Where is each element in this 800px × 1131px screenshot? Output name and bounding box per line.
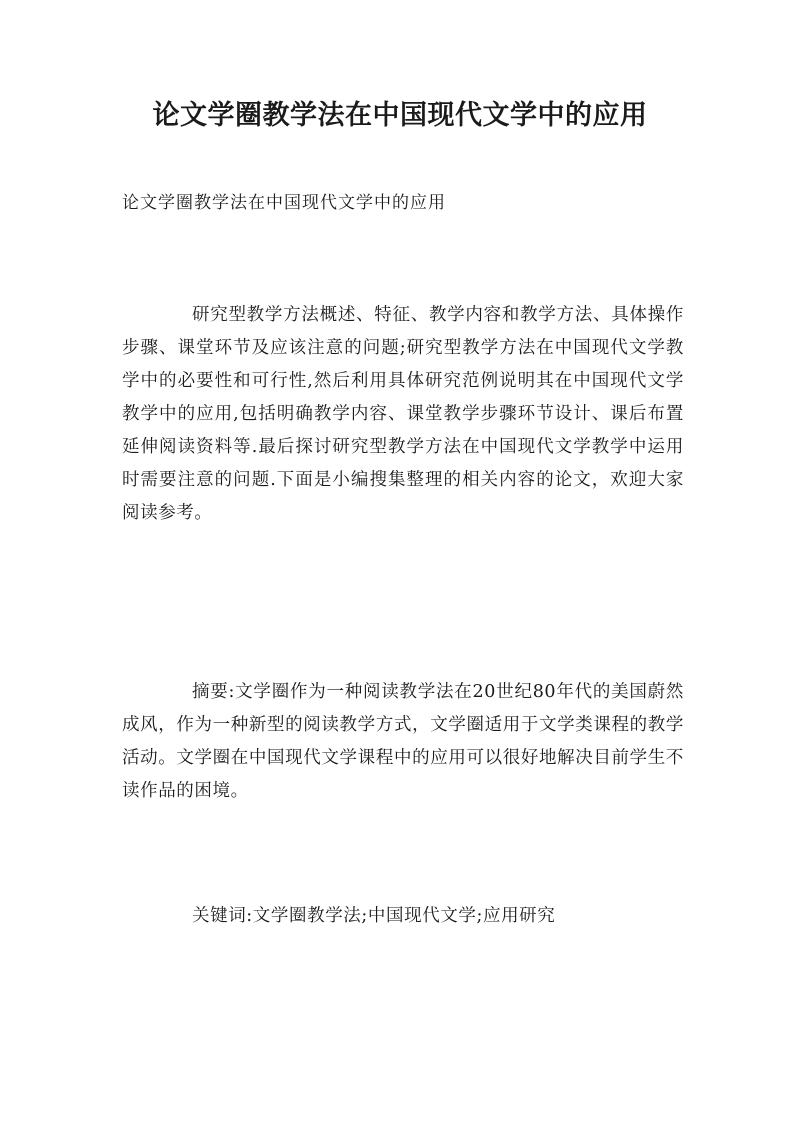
document-subtitle: 论文学圈教学法在中国现代文学中的应用 xyxy=(122,193,446,213)
keywords-line: 关键词:文学圈教学法;中国现代文学;应用研究 xyxy=(192,906,556,926)
document-title: 论文学圈教学法在中国现代文学中的应用 xyxy=(152,100,648,131)
intro-paragraph: 研究型教学方法概述、特征、教学内容和教学方法、具体操作步骤、课堂环节及应该注意的问题;研究型教学方法在中国现代文学教学中的必要性和可行性,然后利用具体研究范例说明其在中国现代文学教学中的应用,包括明确教学内容、课堂教学步骤环节设计、课后布置延伸阅读资料等.最后探讨研究型教学方法在中国现代文学教学中运用时需要注意的问题.下面是小编搜集整理的相关内容的论文，欢迎大家阅读参考。 xyxy=(122,305,684,523)
abstract-paragraph: 摘要:文学圈作为一种阅读教学法在20世纪80年代的美国蔚然成风，作为一种新型的阅读教学方式，文学圈适用于文学类课程的教学活动。文学圈在中国现代文学课程中的应用可以很好地解决目前学生不读作品的困境。 xyxy=(122,682,684,801)
